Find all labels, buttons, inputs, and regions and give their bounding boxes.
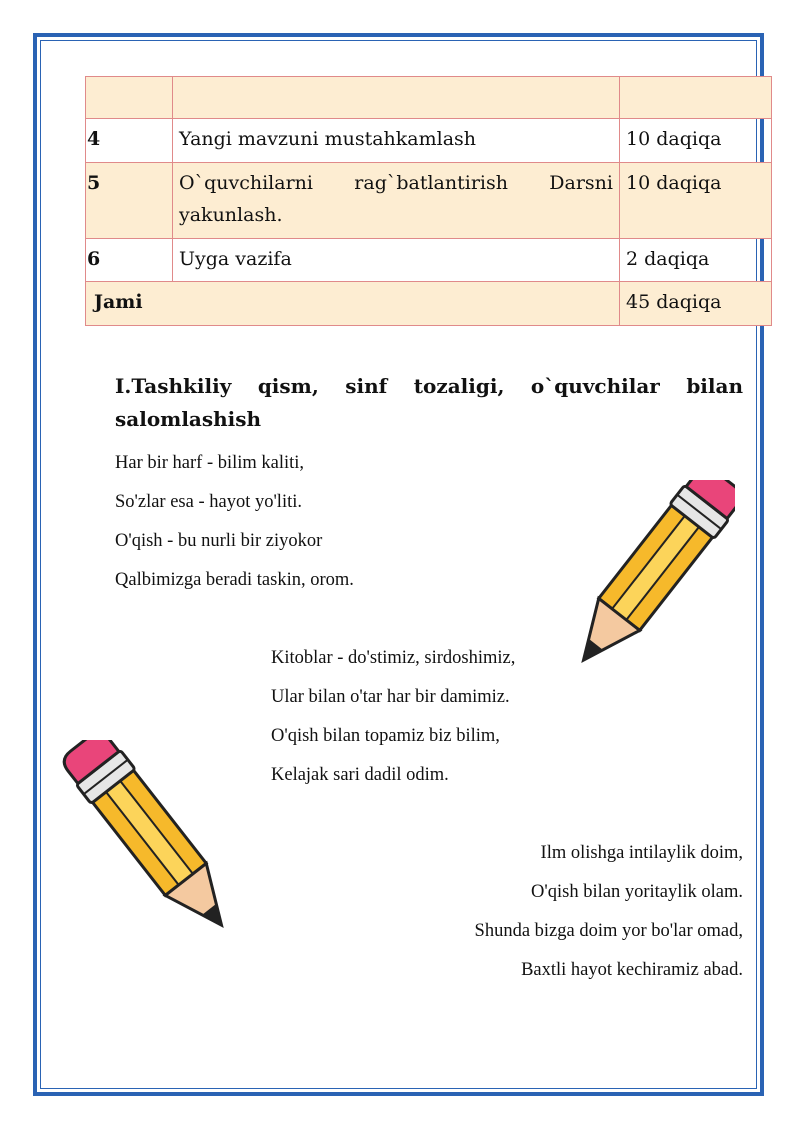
heading-line2: salomlashish bbox=[115, 407, 262, 431]
row-activity bbox=[173, 163, 620, 239]
total-label: Jami bbox=[86, 282, 620, 326]
poem-line: Baxtli hayot kechiramiz abad. bbox=[521, 960, 743, 980]
section-heading bbox=[115, 370, 743, 436]
row-activity bbox=[173, 77, 620, 119]
total-time: 45 daqiqa bbox=[620, 282, 772, 326]
row-activity-line1: O`quvchilarni rag`batlantirish Darsni bbox=[179, 172, 613, 194]
row-time: 2 daqiqa bbox=[620, 239, 772, 282]
lesson-plan-table bbox=[85, 76, 772, 326]
table-row bbox=[86, 163, 772, 239]
poem-stanza-2 bbox=[271, 645, 515, 801]
row-number: 6 bbox=[86, 239, 173, 282]
row-activity: Uyga vazifa bbox=[173, 239, 620, 282]
poem-stanza-3 bbox=[475, 840, 743, 996]
row-number bbox=[86, 77, 173, 119]
poem-line: Kelajak sari dadil odim. bbox=[271, 765, 449, 785]
row-number: 5 bbox=[86, 163, 173, 239]
poem-line: Kitoblar - do'stimiz, sirdoshimiz, bbox=[271, 648, 516, 668]
poem-line: O'qish bilan yoritaylik olam. bbox=[531, 882, 743, 902]
pencil-icon bbox=[55, 740, 255, 950]
table-row bbox=[86, 119, 772, 163]
poem-line: Shunda bizga doim yor bo'lar omad, bbox=[474, 921, 743, 941]
poem-line: Ular bilan o'tar har bir damimiz. bbox=[271, 687, 510, 707]
row-number: 4 bbox=[86, 119, 173, 163]
poem-line: Har bir harf - bilim kaliti, bbox=[115, 453, 305, 473]
poem-line: O'qish bilan topamiz biz bilim, bbox=[271, 726, 500, 746]
poem-line: Qalbimizga beradi taskin, orom. bbox=[115, 570, 354, 590]
row-activity-line2: yakunlash. bbox=[179, 204, 283, 226]
table-total-row bbox=[86, 282, 772, 326]
poem-line: So'zlar esa - hayot yo'liti. bbox=[115, 492, 302, 512]
row-time bbox=[620, 77, 772, 119]
poem-line: O'qish - bu nurli bir ziyokor bbox=[115, 531, 323, 551]
table-row bbox=[86, 239, 772, 282]
table-row bbox=[86, 77, 772, 119]
pencil-icon bbox=[560, 480, 735, 680]
poem-stanza-1 bbox=[115, 450, 354, 606]
row-activity: Yangi mavzuni mustahkamlash bbox=[173, 119, 620, 163]
row-time: 10 daqiqa bbox=[620, 119, 772, 163]
heading-line1: I.Tashkiliy qism, sinf tozaligi, o`quvchilar bilan bbox=[115, 374, 743, 398]
row-time: 10 daqiqa bbox=[620, 163, 772, 239]
poem-line: Ilm olishga intilaylik doim, bbox=[540, 843, 743, 863]
